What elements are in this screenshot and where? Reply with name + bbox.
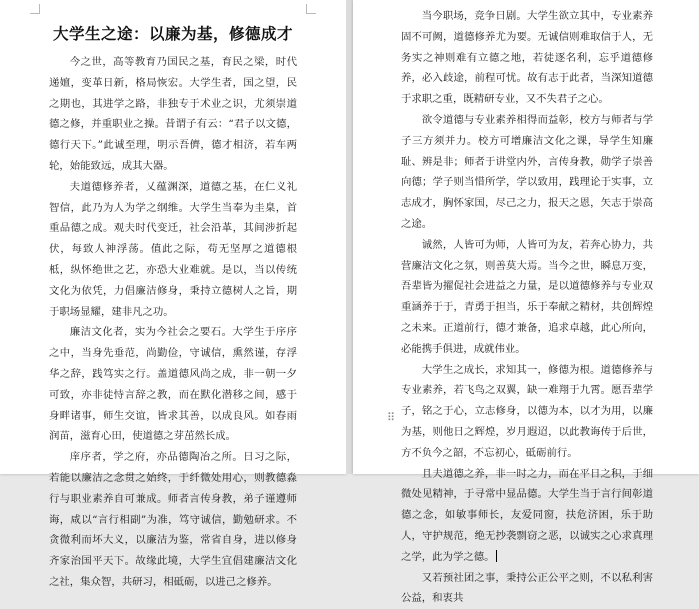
document-page-left[interactable]: [0, 0, 346, 588]
margin-corner-mark: [306, 4, 316, 14]
paragraph[interactable]: 今之世，高等教育乃国民之基，育民之梁，时代递嬗，变革日新，格局恢宏。大学生者，国之望，民之期也，其进学之路，非独专于术业之识，尤须崇道德之修，并重职业之操。昔谓子有云：“君子以文德，德行天下。”此诚至理，明示吾儕，德才相济，若车两轮，始能致远，成其大器。: [49, 56, 297, 172]
paragraph-with-cursor[interactable]: [401, 464, 653, 568]
paragraph-text[interactable]: 且夫道德之养，非一时之力，而在平日之积，于细微处见精神，于寻常中显品德。大学生当于言行间彰道德之念，如敏事师长，友爱同窗，扶危济困，乐于助人，守护规范，绝无抄袭剽窃之恶，以诚实之心求真理之学，此为学之德。: [401, 467, 653, 563]
paragraph[interactable]: 当今职场，竞争日剧。大学生欲立其中，专业素养固不可阙，道德修养尤为要。无诚信则难取信于人，无务实之神则难有立德之地，若徒逐名利，忘乎道德修养，必入歧途，前程可忧。故有志于此者，当深知道德于求职之重，既精研专业，又不失君子之心。: [401, 10, 653, 106]
document-page-right[interactable]: [353, 0, 699, 605]
text-cursor: [496, 550, 497, 562]
document-title[interactable]: 大学生之途：以廉为基，修德成才: [52, 25, 293, 43]
margin-corner-mark: [30, 4, 40, 14]
paragraph[interactable]: 又若预社团之事，秉持公正公平之则，不以私利害公益，和衷共: [401, 571, 653, 605]
paragraph[interactable]: 大学生之成长，求知其一，修德为根。道德修养与专业素养，若飞鸟之双翼，缺一难翔于九霄。愿吾辈学子，铭之于心，立志修身，以德为本，以才为用，以廉为基，则他日之辉煌，岁月遐迢，以此教诲传于后世，方不负今之韶，不忘初心，砥砺前行。: [401, 363, 653, 459]
page-content[interactable]: [401, 6, 653, 609]
paragraph[interactable]: 庠序者，学之府，亦品德陶冶之所。日习之际，若能以廉洁之念贯之始终，于纤微处用心，则教德淼行与职业素养自可兼成。师者言传身教，弟子谨遵师诲，咸以“言行相副”为准，笃守诚信，勤勉研求。不贪微利而坏大义，以廉洁为鉴，常省自身，进以修身齐家治国平天下。故缘此境，大学生宜倡建廉洁文化之社，集众智，共研习，相砥砺，以进己之修养。: [49, 451, 297, 588]
paragraph-drag-handle-icon[interactable]: ⠿: [387, 411, 396, 424]
page-content[interactable]: [49, 22, 297, 593]
paragraph[interactable]: 欲令道德与专业素养相得而益彰，校方与师者与学子三方须并力。校方可增廉洁文化之课，导学生知廉耻、辨是非；师者于讲堂内外，言传身教，勋学子崇善向德；学子则当惜所学，学以致用，践理论于实事，立志成才，胸怀家国，尽己之力，报天之恩，矢志于崇高之途。: [401, 113, 653, 230]
page-gap: [346, 0, 353, 474]
paragraph[interactable]: 廉洁文化者，实为今社会之要石。大学生于序序之中，当身先垂范，尚勤俭，守诚信，熏然谨，存浮华之辞，践笃实之行。盖道德风尚之成，非一朝一夕可致，亦非徒恃言辞之教，而在默化潜移之间，感于身畔诸事，师生交谊，皆求其善，以成良风。如春雨润苗，滋育心田，使道德之芽茁然长成。: [49, 326, 297, 443]
paragraph[interactable]: 夫道德修养者，乂蕴渊深，道德之基，在仁义礼智信，此乃为人为学之纲维。大学生当奉为圭臬，首重品德之成。观夫时代变迁，社会沿革，其间涉折起伏，每致人神浮荡。值此之际，苟无坚厚之道德根柢，纵怀绝世之艺，亦恐大业难就。是以，当以传统文化为依凭，力倡廉洁修身，秉持立德树人之旨，期于职场显耀，建非凡之功。: [49, 180, 297, 318]
paragraph[interactable]: 诚然，人皆可为师，人皆可为友，若奔心协力，共营廉洁文化之氛，则善莫大焉。当今之世，瞬息万变，吾辈皆为擢促社会进益之力量，是以道德修养与专业双重涵养于于，青勇于担当，乐于奉献之精材，共创辉煌之未来。正道前行，德才兼备，追求卓越，此心所向，必能携手俱进，成就伟业。: [401, 238, 653, 355]
